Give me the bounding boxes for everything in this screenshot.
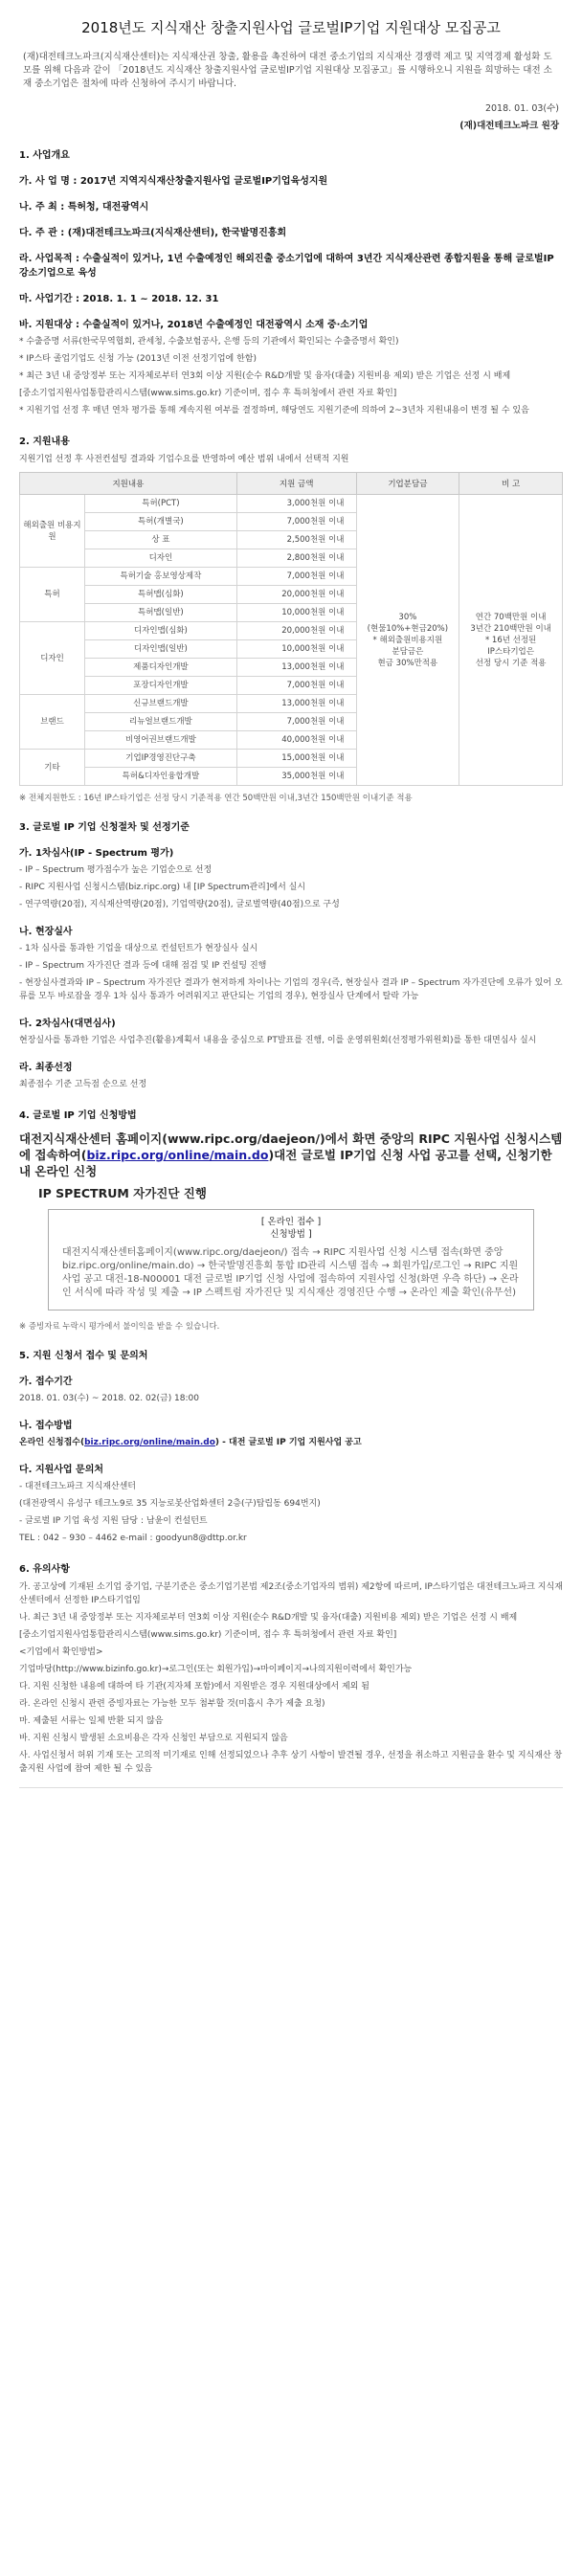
caution-item: 가. 공고상에 기재된 소기업 중기업, 구분기준은 중소기업기본법 제2조(중소기업자의 범위) 제2항에 따르며, IP스타기업은 대전테크노파크 지식재산센터에서 선정한 IP스타기업임 [19, 1582, 563, 1605]
apply-method: 온라인 신청접수(biz.ripc.org/online/main.do) - 대전 글로벌 IP 기업 지원사업 공고 [19, 1438, 362, 1447]
section-5-heading: 5. 지원 신청서 접수 및 문의처 [19, 1351, 148, 1361]
amount-cell: 40,000천원 이내 [236, 731, 356, 750]
caution-item: [중소기업지원사업통합관리시스템(www.sims.go.kr) 기준이며, 접수 후 특허청에서 관련 자료 확인] [19, 1630, 397, 1640]
support-description: 지원기업 선정 후 사전컨설팅 결과와 기업수요를 반영하여 예산 범위 내에서 선택적 지원 [19, 455, 349, 464]
amount-cell: 10,000천원 이내 [236, 604, 356, 622]
note-cell: 연간 70백만원 이내 3년간 210백만원 이내 * 16년 선정된 IP스타기업은 선정 당시 기준 적용 [459, 495, 563, 786]
amount-cell: 7,000천원 이내 [236, 568, 356, 586]
support-table [19, 472, 563, 786]
amount-cell: 2,500천원 이내 [236, 531, 356, 549]
caution-item: 나. 최근 3년 내 중앙정부 또는 지자체로부터 연3회 이상 지원(순수 R&D개발 및 융자(대출) 지원비용 제외) 받은 기업은 선정 시 배제 [19, 1613, 518, 1623]
eligibility-note: * 지원기업 선정 후 매년 연차 평가를 통해 계속지원 여부를 결정하며, 해당연도 지원기준에 의하여 2~3년차 지원내용이 변경 될 수 있음 [19, 406, 529, 415]
item-cell: 특허맵(일반) [85, 604, 237, 622]
section-3-heading: 3. 글로벌 IP 기업 신청절차 및 선정기준 [19, 822, 190, 833]
col-limit: 지원 금액 [236, 473, 356, 495]
method-heading: 나. 접수방법 [19, 1421, 73, 1431]
amount-cell: 13,000천원 이내 [236, 659, 356, 677]
item-cell: 디자인맵(심화) [85, 622, 237, 640]
item-cell: 특허기술 홍보영상제작 [85, 568, 237, 586]
step-4-heading: 라. 최종선정 [19, 1063, 73, 1073]
caution-item: 마. 제출된 서류는 일체 반환 되지 않음 [19, 1716, 164, 1726]
burden-cell: 30% (현물10%+현금20%) * 해외출원비용지원 분담금은 현금 30%만적용 [356, 495, 459, 786]
notice-date: 2018. 01. 03(수) [484, 103, 559, 114]
step-3-item: 현장실사를 통과한 기업은 사업추진(활용)계획서 내용을 중심으로 PT발표를 진행, 이를 운영위원회(선정평가위원회)를 통한 대면심사 실시 [19, 1036, 537, 1045]
caution-item: 사. 사업신청서 허위 기재 또는 고의적 미기재로 인해 선정되었으나 추후 상기 사항이 발견될 경우, 선정을 취소하고 지원금을 환수 및 지식재산 창출지원 사업에 참여 제한 될 수 있음 [19, 1751, 563, 1774]
online-apply-box [48, 1209, 534, 1310]
page-title: 2018년도 지식재산 창출지원사업 글로벌IP기업 지원대상 모집공고 [81, 19, 501, 36]
col-burden: 기업분담금 [356, 473, 459, 495]
step-2-item: - 1차 심사를 통과한 기업을 대상으로 컨설턴트가 현장실사 실시 [19, 944, 258, 953]
amount-cell: 2,800천원 이내 [236, 549, 356, 568]
evidence-note: ※ 증빙자료 누락시 평가에서 불이익을 받을 수 있습니다. [19, 1322, 220, 1332]
category-cell: 디자인 [20, 622, 85, 695]
item-cell: 특허맵(심화) [85, 586, 237, 604]
step-1-item: - RIPC 지원사업 신청시스템(biz.ripc.org) 내 [IP Spectrum관리]에서 실시 [19, 883, 306, 892]
step-2-item: - IP – Spectrum 자가진단 결과 등에 대해 점검 및 IP 컨설팅 진행 [19, 961, 267, 971]
section-1-heading: 1. 사업개요 [19, 150, 70, 161]
apply-instruction-2: IP SPECTRUM 자가진단 진행 [38, 1186, 207, 1200]
amount-cell: 7,000천원 이내 [236, 677, 356, 695]
program-name: 가. 사 업 명 : 2017년 지역지식재산창출지원사업 글로벌IP기업육성지원 [19, 176, 328, 187]
online-apply-steps: 대전지식재산센터홈페이지(www.ripc.org/daejeon/) 접속 → RIPC 지원사업 신청 시스템 접속(화면 중앙 biz.ripc.org/online/main.do) → 한국발명진흥회 통합 ID관리 시스템 접속 → 회원가입/로그인 → RIPC 지원사업 공고 대전-18-N00001 대전 글로벌 IP기업 신청 사업에 접속하여 지원사업 신청(화면 우측 하단) → 온라인 서식에 따라 작성 및 제출 → IP 스펙트럼 자가진단 및 지식재산 경영진단 수행 → 온라인 제출 확인(유무선) [62, 1247, 519, 1298]
caution-item: 기업마당(http://www.bizinfo.go.kr)→로그인(또는 회원가입)→마이페이지→나의지원이력에서 확인가능 [19, 1665, 413, 1674]
period: 마. 사업기간 : 2018. 1. 1 ~ 2018. 12. 31 [19, 294, 219, 304]
step-3-heading: 다. 2차심사(대면심사) [19, 1019, 116, 1029]
item-cell: 기업IP경영진단구축 [85, 750, 237, 768]
col-note: 비 고 [459, 473, 563, 495]
category-cell: 브랜드 [20, 695, 85, 750]
period-heading: 가. 접수기간 [19, 1377, 73, 1387]
section-4-heading: 4. 글로벌 IP 기업 신청방법 [19, 1110, 137, 1121]
step-2-item: - 현장실사결과와 IP – Spectrum 자가진단 결과가 현저하게 차이나는 기업의 경우(즉, 현장실사 결과 IP – Spectrum 자가진단에 오류가 있어 오류를 모두 바로잡을 경우 1차 심사 통과가 어려워지고 판단되는 기업의 경우), 현장실사 단계에서 탈락 가능 [19, 978, 563, 1001]
item-cell: 특허(PCT) [85, 495, 237, 513]
section-6-heading: 6. 유의사항 [19, 1564, 70, 1575]
amount-cell: 7,000천원 이내 [236, 713, 356, 731]
contact-phone-email: TEL : 042 – 930 – 4462 e-mail : goodyun8@dttp.or.kr [19, 1534, 247, 1543]
step-1-item: - IP – Spectrum 평가점수가 높은 기업순으로 선정 [19, 865, 213, 875]
caution-item: 바. 지원 신청시 발생된 소요비용은 각자 신청인 부담으로 지원되지 않음 [19, 1734, 288, 1743]
issuing-org: (재)대전테크노파크 원장 [459, 121, 559, 131]
eligibility: 바. 지원대상 : 수출실적이 있거나, 2018년 수출예정인 대전광역시 소재 중·소기업 [19, 320, 369, 330]
amount-cell: 35,000천원 이내 [236, 768, 356, 786]
amount-cell: 20,000천원 이내 [236, 586, 356, 604]
amount-cell: 13,000천원 이내 [236, 695, 356, 713]
item-cell: 비영어권브랜드개발 [85, 731, 237, 750]
step-4-item: 최종점수 기준 고득점 순으로 선정 [19, 1080, 147, 1089]
eligibility-note: * IP스타 졸업기업도 신청 가능 (2013년 이전 선정기업에 한함) [19, 354, 257, 364]
amount-cell: 20,000천원 이내 [236, 622, 356, 640]
contact-org: - 대전테크노파크 지식재산센터 [19, 1482, 136, 1491]
bottom-divider [19, 1787, 563, 1788]
amount-cell: 15,000천원 이내 [236, 750, 356, 768]
contact-person: - 글로벌 IP 기업 육성 지원 담당 : 남윤이 컨설턴트 [19, 1516, 208, 1526]
item-cell: 상 표 [85, 531, 237, 549]
intro-paragraph: (재)대전테크노파크(지식재산센터)는 지식재산권 창출, 활용을 촉진하여 대전 중소기업의 지식재산 경쟁력 제고 및 지역경제 활성화 도모를 위해 다음과 같이 「2018년도 지식재산 창출지원사업 글로벌IP기업 지원대상 모집공고」를 시행하오니 지원을 희망하는 대전 소재 중소기업은 절차에 따라 신청하여 주시기 바랍니다. [23, 52, 552, 89]
organizer: 다. 주 관 : (재)대전테크노파크(지식재산센터), 한국발명진흥회 [19, 228, 287, 238]
apply-link[interactable]: biz.ripc.org/online/main.do [86, 1148, 269, 1162]
col-support: 지원내용 [20, 473, 237, 495]
eligibility-note: * 수출증명 서류(한국무역협회, 관세청, 수출보험공사, 은행 등의 기관에서 확인되는 수출증명서 확인) [19, 337, 399, 347]
item-cell: 제품디자인개발 [85, 659, 237, 677]
contact-address: (대전광역시 유성구 테크노9로 35 지능로봇산업화센터 2층(구)탑립동 694번지) [19, 1499, 321, 1509]
amount-cell: 10,000천원 이내 [236, 640, 356, 659]
apply-period: 2018. 01. 03(수) ~ 2018. 02. 02(금) 18:00 [19, 1394, 199, 1403]
item-cell: 신규브랜드개발 [85, 695, 237, 713]
caution-item: 다. 지원 신청한 내용에 대하여 타 기관(지자체 포함)에서 지원받은 경우 지원대상에서 제외 됨 [19, 1682, 369, 1691]
online-apply-box-heading: [ 온라인 접수 ] 신청방법 ] [260, 1217, 322, 1240]
host: 나. 주 최 : 특허청, 대전광역시 [19, 202, 149, 213]
item-cell: 특허&디자인융합개발 [85, 768, 237, 786]
item-cell: 디자인맵(일반) [85, 640, 237, 659]
item-cell: 디자인 [85, 549, 237, 568]
category-cell: 특허 [20, 568, 85, 622]
caution-item: <기업에서 확인방법> [19, 1647, 103, 1657]
category-cell: 해외출원 비용지원 [20, 495, 85, 568]
step-1-item: - 연구역량(20점), 지식재산역량(20점), 기업역량(20점), 글로벌역량(40점)으로 구성 [19, 900, 340, 909]
item-cell: 특허(개별국) [85, 513, 237, 531]
apply-instruction: 대전지식재산센터 홈페이지(www.ripc.org/daejeon/)에서 화면 중앙의 RIPC 지원사업 신청시스템에 접속하여(biz.ripc.org/online/main.do)대전 글로벌 IP기업 신청 사업 공고를 선택, 신청기한 내 온라인 신청 [19, 1131, 563, 1178]
category-cell: 기타 [20, 750, 85, 786]
amount-cell: 3,000천원 이내 [236, 495, 356, 513]
step-1-heading: 가. 1차심사(IP - Spectrum 평가) [19, 848, 174, 859]
contact-heading: 다. 지원사업 문의처 [19, 1465, 104, 1475]
caution-item: 라. 온라인 신청시 관련 증빙자료는 가능한 모두 첨부할 것(미흡시 추가 제출 요청) [19, 1699, 325, 1709]
online-apply-link[interactable]: biz.ripc.org/online/main.do [84, 1438, 215, 1447]
eligibility-note: * 최근 3년 내 중앙정부 또는 지자체로부터 연3회 이상 지원(순수 R&D개발 및 융자(대출) 지원비용 제외) 받은 기업은 선정 시 배제 [19, 371, 511, 381]
purpose: 라. 사업목적 : 수출실적이 있거나, 1년 수출예정인 해외진출 중소기업에 대하여 3년간 지식재산관련 종합지원을 통해 글로벌IP 강소기업으로 육성 [19, 254, 554, 279]
step-2-heading: 나. 현장실사 [19, 927, 73, 937]
item-cell: 리뉴얼브랜드개발 [85, 713, 237, 731]
table-footnote: ※ 전체지원한도 : 16년 IP스타기업은 선정 당시 기준적용 연간 50백만원 이내,3년간 150백만원 이내기준 적용 [19, 794, 413, 803]
section-2-heading: 2. 지원내용 [19, 437, 70, 447]
item-cell: 포장디자인개발 [85, 677, 237, 695]
amount-cell: 7,000천원 이내 [236, 513, 356, 531]
eligibility-note: [중소기업지원사업통합관리시스템(www.sims.go.kr) 기준이며, 접수 후 특허청에서 관련 자료 확인] [19, 389, 397, 398]
